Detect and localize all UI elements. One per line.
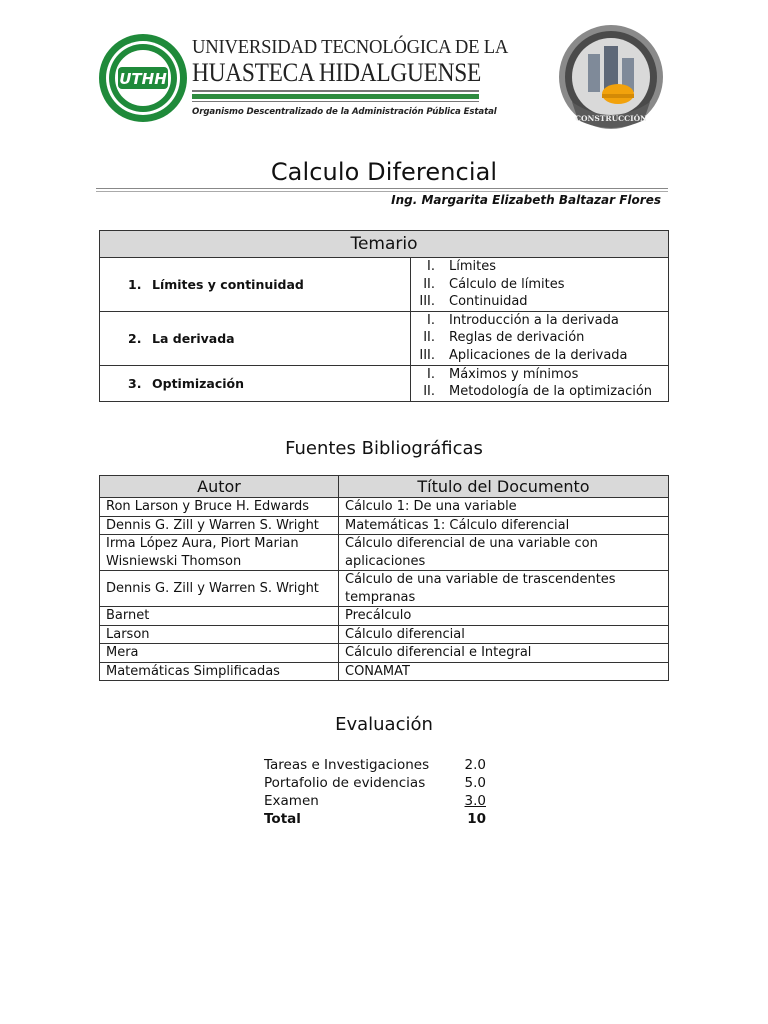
- university-name-line1: UNIVERSIDAD TECNOLÓGICA DE LA: [192, 36, 509, 58]
- evaluation-value: 5.0: [464, 775, 486, 791]
- table-row: [100, 516, 669, 535]
- university-logo: [98, 33, 188, 123]
- column-header-author: Autor: [100, 476, 339, 498]
- list-item: [264, 792, 486, 810]
- evaluation-value: 3.0: [464, 793, 486, 809]
- topics-cell: [411, 365, 669, 401]
- unit-name: La derivada: [152, 330, 235, 346]
- unit-number: 2.: [128, 330, 142, 346]
- table-row: [100, 258, 669, 312]
- list-item: [264, 774, 486, 792]
- table-row: [100, 365, 669, 401]
- roman-numeral: I.: [427, 312, 435, 328]
- roman-numeral: II.: [423, 330, 435, 346]
- logo-text: CONSTRUCCIÓN: [575, 114, 647, 123]
- bibliography-heading: Fuentes Bibliográficas: [285, 438, 483, 459]
- unit-cell: [100, 365, 411, 401]
- topic-label: Cálculo de límites: [449, 276, 565, 292]
- unit-cell: [100, 311, 411, 365]
- list-item: [411, 329, 668, 347]
- topic-label: Introducción a la derivada: [449, 312, 619, 328]
- topic-label: Reglas de derivación: [449, 330, 585, 346]
- unit-name: Optimización: [152, 375, 245, 391]
- evaluation-label: Examen: [264, 793, 319, 809]
- header-rule-green: [192, 94, 479, 99]
- table-row: [100, 644, 669, 663]
- author-cell: Mera: [100, 644, 339, 663]
- unit-cell: [100, 258, 411, 312]
- header-rule: [192, 90, 479, 92]
- total-value: 10: [467, 811, 486, 827]
- topic-label: Aplicaciones de la derivada: [449, 347, 628, 363]
- header-rule: [192, 101, 479, 102]
- title-cell: Cálculo 1: De una variable: [339, 498, 669, 517]
- topic-label: Continuidad: [449, 294, 528, 310]
- unit-number: 1.: [128, 276, 142, 292]
- author-cell: Larson: [100, 625, 339, 644]
- author-cell: Barnet: [100, 607, 339, 626]
- evaluation-total-row: [264, 810, 486, 828]
- total-label: Total: [264, 811, 301, 827]
- topic-label: Metodología de la optimización: [449, 384, 653, 400]
- university-name-line2: HUASTECA HIDALGUENSE: [192, 58, 482, 87]
- list-item: [264, 756, 486, 774]
- list-item: [411, 383, 668, 401]
- list-item: [411, 366, 668, 384]
- author-cell: Irma López Aura, Piort Marian Wisniewski Thomson: [100, 535, 339, 571]
- topics-cell: [411, 258, 669, 312]
- title-cell: Cálculo diferencial e Integral: [339, 644, 669, 663]
- table-row: [100, 498, 669, 517]
- university-name: [192, 36, 509, 117]
- evaluation-list: [264, 756, 486, 828]
- title-cell: Cálculo diferencial: [339, 625, 669, 644]
- title-cell: Cálculo de una variable de trascendentes tempranas: [339, 571, 669, 607]
- roman-numeral: II.: [423, 276, 435, 292]
- list-item: [411, 347, 668, 365]
- table-row: [100, 625, 669, 644]
- author-cell: Ron Larson y Bruce H. Edwards: [100, 498, 339, 517]
- list-item: [411, 293, 668, 311]
- unit-number: 3.: [128, 375, 142, 391]
- title-rule: [96, 191, 668, 192]
- table-row: [100, 571, 669, 607]
- roman-numeral: I.: [427, 259, 435, 274]
- evaluation-label: Tareas e Investigaciones: [264, 757, 430, 773]
- evaluation-heading: Evaluación: [335, 714, 433, 735]
- logo-text: UTHH: [119, 70, 167, 88]
- roman-numeral: III.: [419, 294, 435, 310]
- unit-name: Límites y continuidad: [152, 276, 304, 292]
- list-item: [411, 258, 668, 276]
- table-row: [100, 662, 669, 681]
- temario-table: [99, 230, 669, 402]
- title-cell: Matemáticas 1: Cálculo diferencial: [339, 516, 669, 535]
- topics-cell: [411, 311, 669, 365]
- topic-label: Máximos y mínimos: [449, 366, 579, 382]
- temario-header-row: [100, 231, 669, 258]
- table-row: [100, 607, 669, 626]
- author-cell: Matemáticas Simplificadas: [100, 662, 339, 681]
- evaluation-label: Portafolio de evidencias: [264, 775, 426, 791]
- title-cell: Precálculo: [339, 607, 669, 626]
- bibliography-header-row: [100, 476, 669, 498]
- page-title: Calculo Diferencial: [270, 158, 498, 186]
- temario-heading: Temario: [100, 231, 669, 258]
- list-item: [411, 276, 668, 294]
- evaluation-value: 2.0: [464, 757, 486, 773]
- title-rule: [96, 188, 668, 189]
- roman-numeral: I.: [427, 366, 435, 382]
- title-cell: Cálculo diferencial de una variable con aplicaciones: [339, 535, 669, 571]
- university-subtitle: Organismo Descentralizado de la Administración Pública Estatal: [192, 107, 497, 117]
- table-row: [100, 535, 669, 571]
- author-cell: Dennis G. Zill y Warren S. Wright: [100, 571, 339, 607]
- list-item: [411, 312, 668, 330]
- table-row: [100, 311, 669, 365]
- title-cell: CONAMAT: [339, 662, 669, 681]
- topic-label: Límites: [449, 259, 496, 274]
- roman-numeral: II.: [423, 384, 435, 400]
- author-name: Ing. Margarita Elizabeth Baltazar Flores: [391, 193, 661, 207]
- bibliography-table: [99, 475, 669, 681]
- roman-numeral: III.: [419, 347, 435, 363]
- construction-logo: [558, 24, 664, 134]
- column-header-title: Título del Documento: [339, 476, 669, 498]
- author-cell: Dennis G. Zill y Warren S. Wright: [100, 516, 339, 535]
